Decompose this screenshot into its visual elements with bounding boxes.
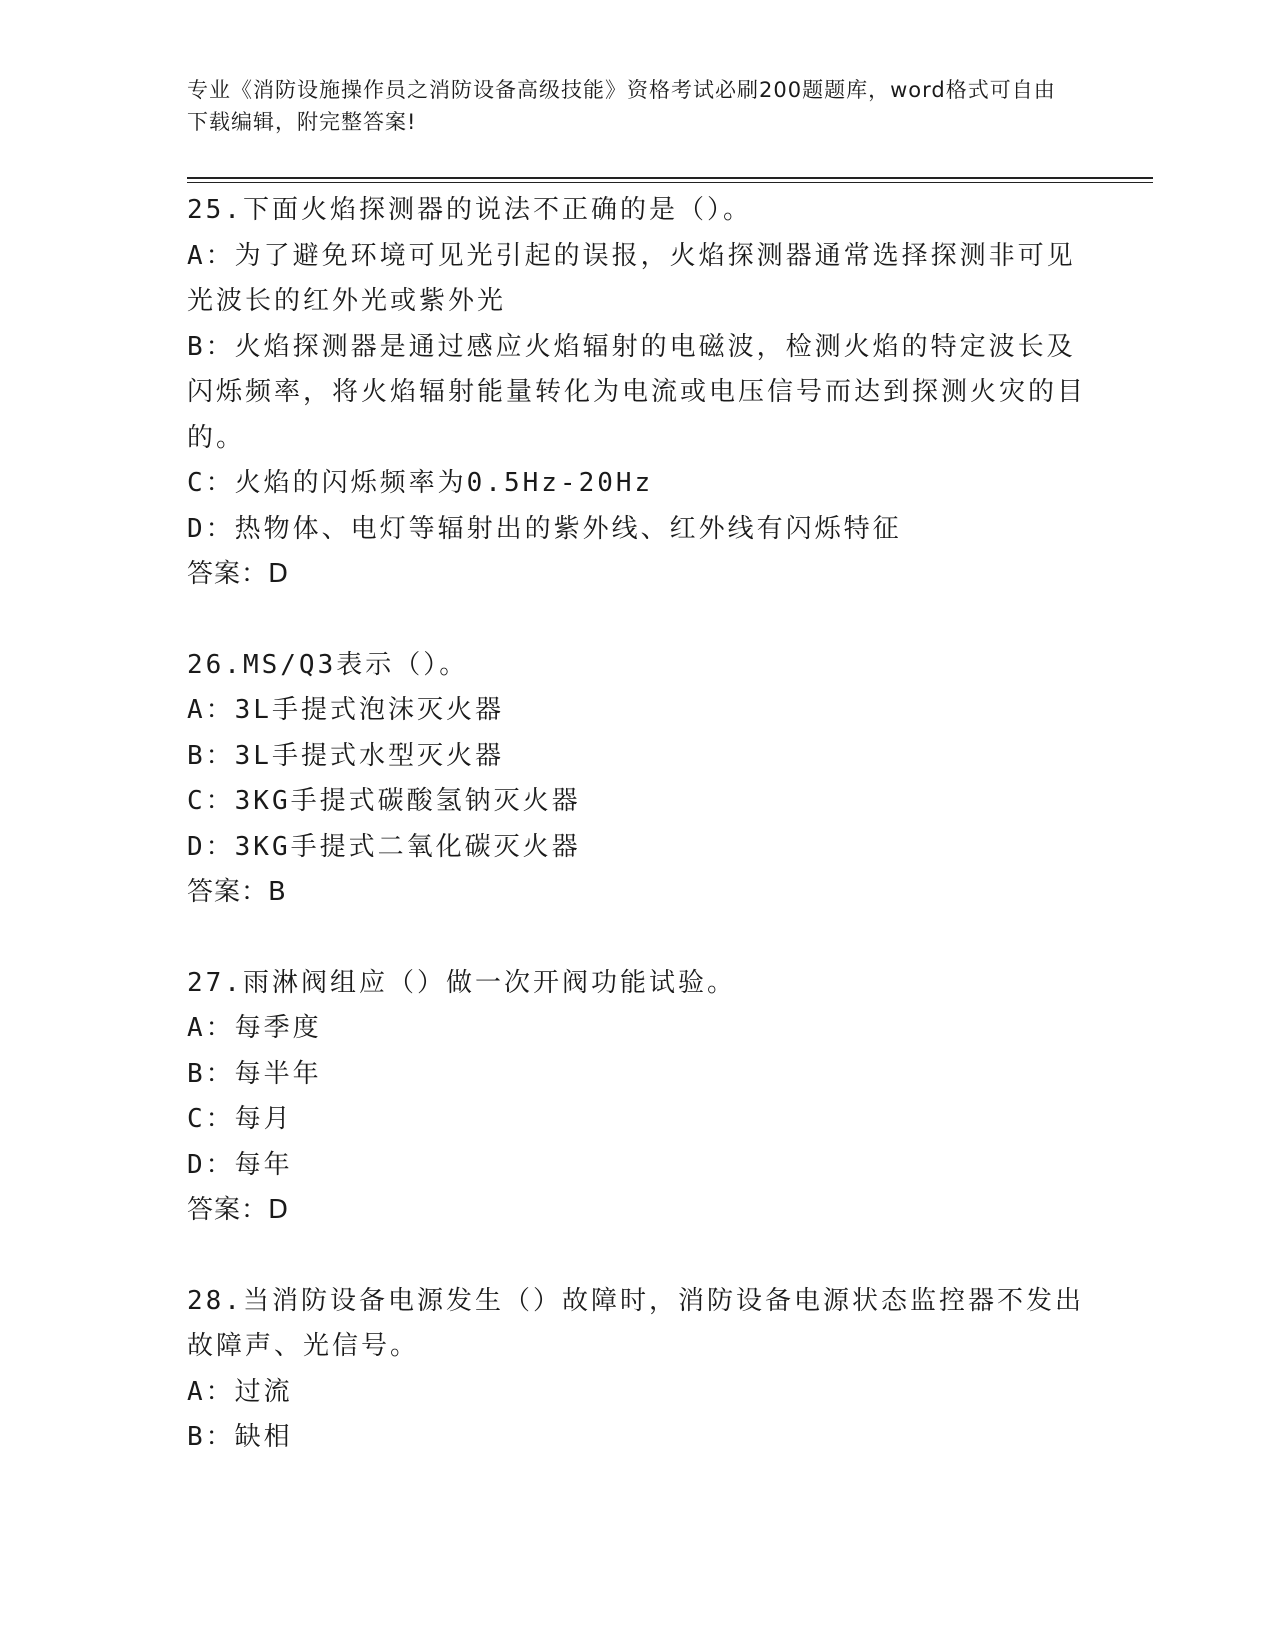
option-b: B：火焰探测器是通过感应火焰辐射的电磁波，检测火焰的特定波长及闪烁频率，将火焰辐射能量转化为电流或电压信号而达到探测火灾的目的。 xyxy=(187,331,1087,453)
option-b: B：每半年 xyxy=(187,1058,322,1089)
answer-line: 答案：B xyxy=(187,877,287,907)
option-d: D：每年 xyxy=(187,1149,293,1180)
document-header: 专业《消防设施操作员之消防设备高级技能》资格考试必刷200题题库，word格式可自由下载编辑，附完整答案! xyxy=(187,78,1056,134)
option-a: A：3L手提式泡沫灭火器 xyxy=(187,695,504,725)
option-c: C：3KG手提式碳酸氢钠灭火器 xyxy=(187,786,581,816)
option-a: A：每季度 xyxy=(187,1013,322,1043)
option-c: C：每月 xyxy=(187,1104,293,1134)
question-stem: 26.MS/Q3表示（）。 xyxy=(187,649,469,680)
question-list xyxy=(187,188,1087,1506)
option-b: B：3L手提式水型灭火器 xyxy=(187,740,504,771)
option-a: A：为了避免环境可见光引起的误报，火焰探测器通常选择探测非可见光波长的红外光或紫外光 xyxy=(187,240,1076,316)
option-a: A：过流 xyxy=(187,1376,293,1407)
question-28 xyxy=(187,1279,1087,1461)
question-stem: 28.当消防设备电源发生（）故障时，消防设备电源状态监控器不发出故障声、光信号。 xyxy=(187,1285,1084,1361)
option-d: D：热物体、电灯等辐射出的紫外线、红外线有闪烁特征 xyxy=(187,513,902,544)
option-c: C：火焰的闪烁频率为0.5Hz-20Hz xyxy=(187,468,654,498)
answer-line: 答案：D xyxy=(187,1195,290,1225)
question-stem: 25.下面火焰探测器的说法不正确的是（）。 xyxy=(187,195,752,225)
option-b: B：缺相 xyxy=(187,1422,293,1452)
question-26 xyxy=(187,643,1087,916)
header-divider-thin xyxy=(187,182,1153,183)
answer-line: 答案：D xyxy=(187,559,290,589)
option-d: D：3KG手提式二氧化碳灭火器 xyxy=(187,831,581,862)
question-25 xyxy=(187,188,1087,598)
question-stem: 27.雨淋阀组应（）做一次开阀功能试验。 xyxy=(187,967,736,998)
header-divider-thick xyxy=(187,177,1153,179)
question-27 xyxy=(187,961,1087,1234)
